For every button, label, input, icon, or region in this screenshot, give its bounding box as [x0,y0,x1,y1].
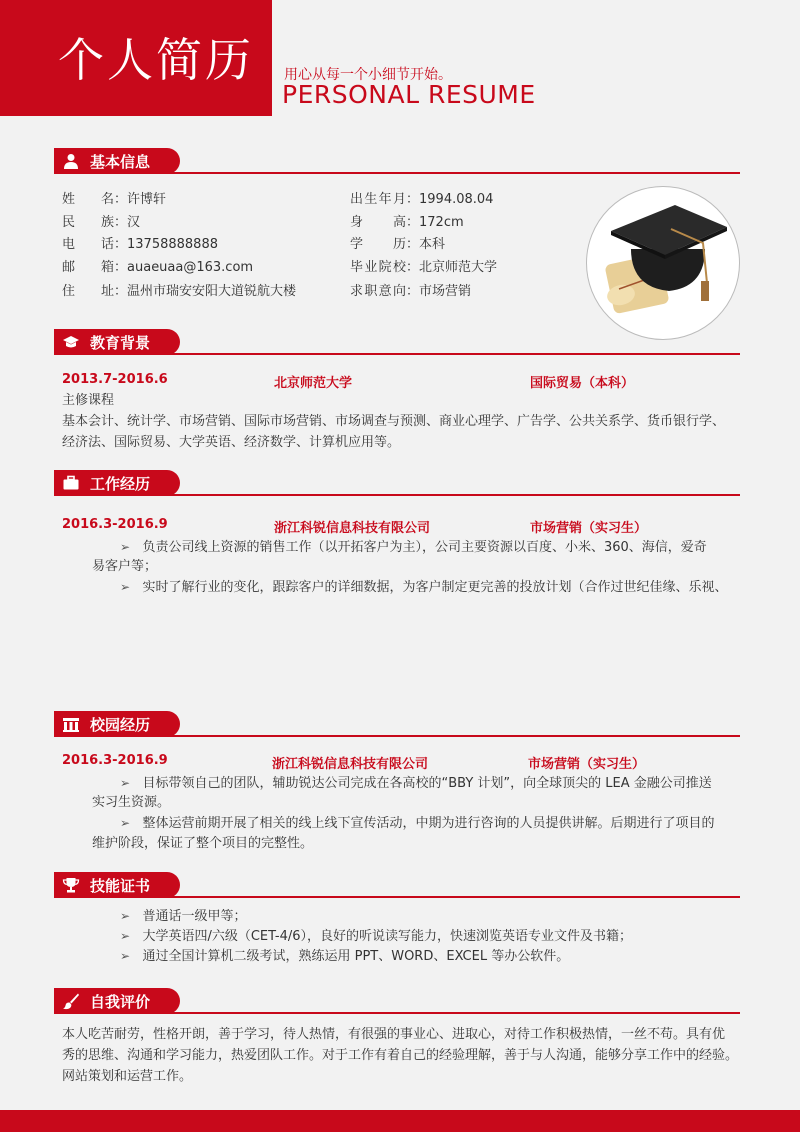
section-title: 技能证书 [90,877,151,895]
work-company: 浙江科锐信息科技有限公司 [274,521,431,536]
list-item: ➢ 大学英语四/六级（CET-4/6），良好的听说读写能力，快速浏览英语专业文件及书籍； [120,929,633,944]
self-eval-line: 本人吃苦耐劳，性格开朗，善于学习，待人热情，有很强的事业心、进取心，对待工作积极热情，一丝不苟。具有优 [62,1027,726,1042]
education-school: 北京师范大学 [274,376,353,391]
bullet-arrow-icon: ➢ [120,540,131,554]
section-title: 自我评价 [90,993,151,1011]
section-header-basic [54,148,740,174]
list-item: ➢ 负责公司线上资源的销售工作（以开拓客户为主），公司主要资源以百度、小米、360、海信，爱奇 [120,540,707,555]
briefcase-icon [62,474,80,492]
info-row-objective: 求职意向：市场营销 [350,284,472,299]
info-row-height: 身高：172cm [350,215,464,230]
self-eval-line: 秀的思维、沟通和学习能力，热爱团队工作。对于工作有着自己的经验理解，善于与人沟通，能够分享工作中的经验。 [62,1048,739,1063]
section-title: 基本信息 [90,153,151,171]
list-item: ➢ 整体运营前期开展了相关的线上线下宣传活动，中期为进行咨询的人员提供讲解。后期进行了项目的 [120,816,715,831]
page-title: 个人简历 [58,33,254,87]
bullet-arrow-icon: ➢ [120,776,131,790]
section-header-work [54,470,740,496]
work-period: 2016.3-2016.9 [62,517,168,532]
courses-line: 基本会计、统计学、市场营销、国际市场营销、市场调查与预测、商业心理学、广告学、公共关系学、货币银行学、 [62,414,726,429]
profile-photo [586,186,740,340]
list-item-continuation: 易客户等； [92,559,158,574]
info-row-ethnicity: 民族：汉 [62,215,141,230]
list-item-continuation: 实习生资源。 [92,795,171,810]
education-major: 国际贸易（本科） [530,376,635,391]
trophy-icon [62,876,80,894]
footer-bar [0,1110,800,1132]
list-item: ➢ 实时了解行业的变化，跟踪客户的详细数据，为客户制定更完善的投放计划（合作过世纪佳缘、乐视、 [120,580,728,595]
courses-line: 经济法、国际贸易、大学英语、经济数学、计算机应用等。 [62,435,401,450]
info-row-degree: 学历：本科 [350,237,446,252]
work-position: 市场营销（实习生） [530,521,648,536]
info-row-address: 住址：温州市瑞安安阳大道锐航大楼 [62,284,297,299]
graduation-cap-diploma-image [587,187,739,339]
brush-icon [62,992,80,1010]
section-header-skills [54,872,740,898]
section-title: 校园经历 [90,716,151,734]
english-title: PERSONAL RESUME [282,80,536,109]
info-row-school: 毕业院校：北京师范大学 [350,260,498,275]
bullet-arrow-icon: ➢ [120,909,131,923]
info-row-birth: 出生年月：1994.08.04 [350,192,494,207]
list-item: ➢ 目标带领自己的团队，辅助锐达公司完成在各高校的“BBY 计划”，向全球顶尖的 LEA 金融公司推送 [120,776,712,791]
education-period: 2013.7-2016.6 [62,372,168,387]
bullet-arrow-icon: ➢ [120,949,131,963]
bullet-arrow-icon: ➢ [120,929,131,943]
bullet-arrow-icon: ➢ [120,816,131,830]
bullet-arrow-icon: ➢ [120,580,131,594]
list-item: ➢ 通过全国计算机二级考试，熟练运用 PPT、WORD、EXCEL 等办公软件。 [120,949,570,964]
person-icon [62,152,80,170]
list-item-continuation: 维护阶段，保证了整个项目的完整性。 [92,836,314,851]
graduation-cap-icon [62,333,80,351]
campus-company: 浙江科锐信息科技有限公司 [272,757,429,772]
slogan: 用心从每一个小细节开始。 [284,67,452,83]
info-row-email: 邮箱：auaeuaa@163.com [62,260,254,275]
section-title: 教育背景 [90,334,151,352]
campus-position: 市场营销（实习生） [528,757,646,772]
courses-title: 主修课程 [62,393,115,408]
section-title: 工作经历 [90,475,151,493]
info-row-phone: 电话：13758888888 [62,237,218,252]
campus-period: 2016.3-2016.9 [62,753,168,768]
section-header-education [54,329,740,355]
section-header-self [54,988,740,1014]
section-header-campus [54,711,740,737]
school-building-icon [62,715,80,733]
self-eval-line: 网站策划和运营工作。 [62,1069,193,1084]
list-item: ➢ 普通话一级甲等； [120,909,247,924]
info-row-name: 姓名：许博轩 [62,192,167,207]
